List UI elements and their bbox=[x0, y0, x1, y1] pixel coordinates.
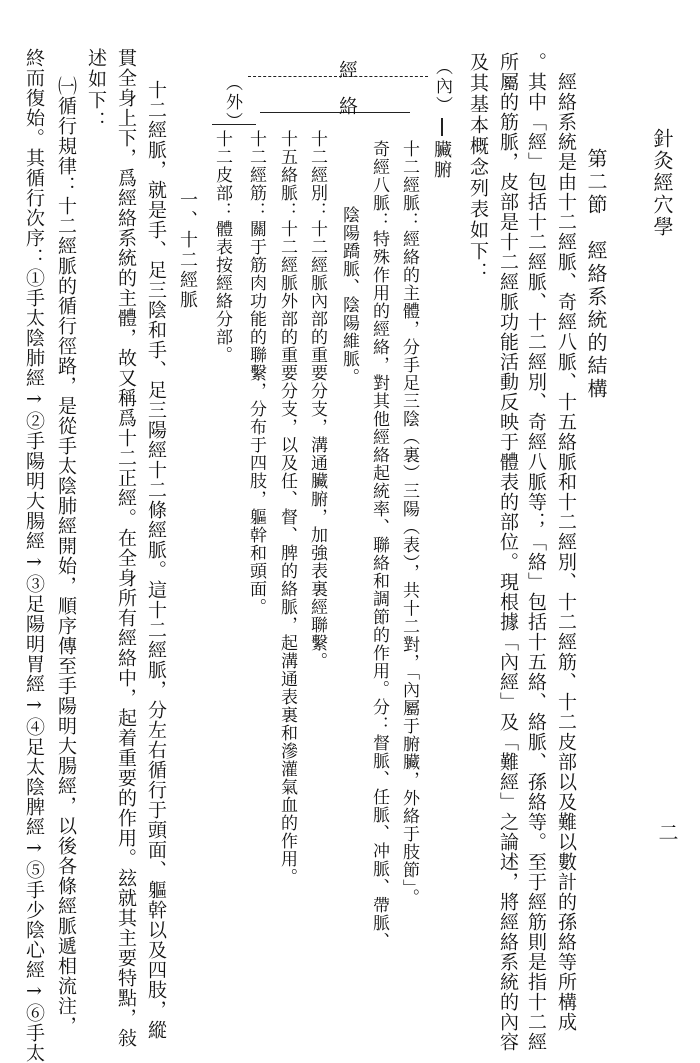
entry-twelve-meridians: 十二經脈：經絡的主體，分手足三陰（裏）三陽（表），共十二對，「內屬于腑臟，外絡于肢節」。 bbox=[399, 140, 419, 907]
book-title: 針灸經穴學 bbox=[650, 128, 674, 238]
intro-line-2: 。其中「經」包括十二經脈、十二經別、奇經八脈等；「絡」包括十五絡、絡脈、孫絡等。至于經筋則是指十二經 bbox=[525, 52, 547, 1052]
root-brace bbox=[260, 112, 410, 113]
subsection-heading: 一、十二經脈 bbox=[177, 190, 198, 310]
para1-line-3: 述如下： bbox=[85, 48, 107, 132]
entry-qiao-wei: 陰陽蹻脈、陰陽維脈。 bbox=[339, 206, 359, 386]
inner-node: 臟腑 bbox=[431, 140, 452, 180]
root-bottom-char: 絡 bbox=[336, 96, 358, 117]
para1-line-1: 十二經脈，就是手、足三陰和手、足三陽經十二條經脈。這十二經脈，分左右循行于頭面、軀幹以及四肢，縱 bbox=[145, 80, 167, 1040]
para2-line-2: 終而復始。其循行次序：①手太陰肺經→②手陽明大腸經→③足陽明胃經→④足太陰脾經→⑤手少陰心經→⑥手太 bbox=[23, 48, 45, 1063]
outer-label: （外） bbox=[222, 74, 242, 131]
intro-line-1: 經絡系統是由十二經脈、奇經八脈、十五絡脈和十二經別、十二經筋、十二皮部以及難以數計的孫絡等所構成 bbox=[555, 72, 577, 1032]
root-top-char: 經 bbox=[336, 60, 358, 81]
section-heading: 第二節 經絡系統的結構 bbox=[584, 148, 608, 401]
inner-connector bbox=[441, 118, 443, 136]
intro-line-4: 及其基本概念列表如下： bbox=[467, 52, 489, 283]
para1-line-2: 貫全身上下，爲經絡系統的主體，故又稱爲十二正經。在全身所有經絡中，起着重要的作用。玆就其主要特點，敍 bbox=[115, 48, 137, 1048]
entry-divergent: 十二經別：十二經脈內部的重要分支，溝通臟腑，加強表裏經聯繫。 bbox=[307, 130, 327, 670]
dashed-link bbox=[248, 76, 428, 77]
intro-line-3: 所屬的筋脈，皮部是十二經脈功能活動反映于體表的部位。現根據「內經」及「難經」之論述，將經絡系統的內容 bbox=[497, 52, 519, 1052]
entry-cutaneous: 十二皮部：體表按經絡分部。 bbox=[212, 130, 232, 364]
page-number: 二 bbox=[655, 822, 679, 844]
entry-eight-extra: 奇經八脈：特殊作用的經絡，對其他經絡起統率、聯絡和調節的作用。分：督脈、任脈、冲脈、帶脈、 bbox=[369, 140, 389, 950]
outer-brace bbox=[212, 124, 256, 125]
inner-label: （內） bbox=[432, 58, 452, 115]
entry-fifteen-luo: 十五絡脈：十二經脈外部的重要分支，以及任、督、脾的絡脈，起溝通表裏和滲灌氣血的作用。 bbox=[277, 130, 297, 886]
entry-sinew: 十二經筋：關于筋肉功能的聯繫，分布于四肢，軀幹和頭面。 bbox=[246, 130, 266, 616]
para2-line-1: ㈠循行規律：十二經脈的循行徑路，是從手太陰肺經開始，順序傳至手陽明大腸經，以後各條經脈遞相流注， bbox=[55, 76, 77, 1036]
